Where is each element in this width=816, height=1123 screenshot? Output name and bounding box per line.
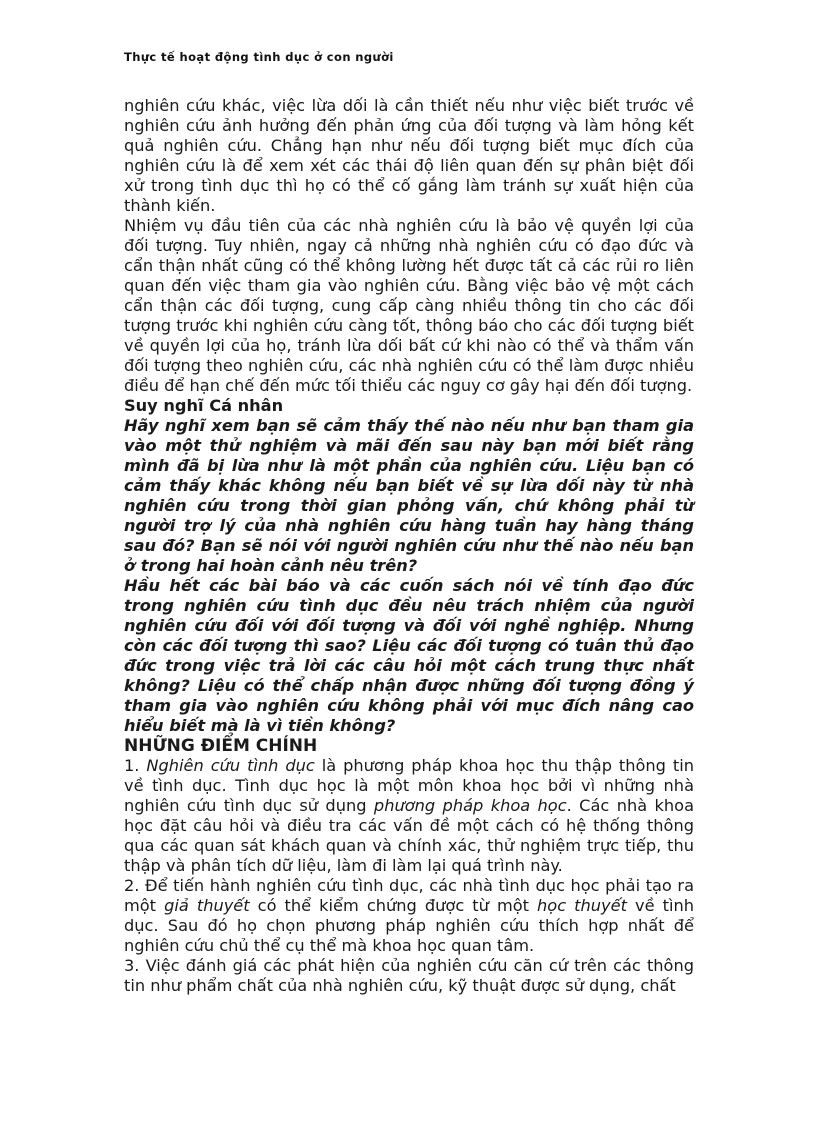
main-point-3 [124, 956, 694, 996]
point-text: là phương pháp khoa học thu thập thông tin về tình dục. Tình dục học là một môn khoa học bởi vì những nhà nghiên cứu tình dục sử dụng [124, 756, 694, 815]
point-text: Để tiến hành nghiên cứu tình dục, các nhà tình dục học phải tạo ra một [124, 876, 694, 915]
point-term: giả thuyết [164, 896, 250, 915]
point-number: 1. [124, 756, 140, 775]
point-term: phương pháp khoa học [373, 796, 567, 815]
point-text: về tình dục. Sau đó họ chọn phương pháp nghiên cứu thích hợp nhất để nghiên cứu chủ thể cụ thể mà khoa học quan tâm. [124, 896, 694, 955]
section-heading-personal-reflection: Suy nghĩ Cá nhân [124, 396, 284, 415]
point-number: 3. [124, 956, 140, 975]
paragraph-researcher-duty: Nhiệm vụ đầu tiên của các nhà nghiên cứu là bảo vệ quyền lợi của đối tượng. Tuy nhiên, ngay cả những nhà nghiên cứu có đạo đức và cẩn thận nhất cũng có thể không lường hết được tất cả các rủi ro liên quan đến việc tham gia vào nghiên cứu. Bằng việc bảo vệ một cách cẩn thận các đối tượng, cung cấp càng nhiều thông tin cho các đối tượng trước khi nghiên cứu càng tốt, thông báo cho các đối tượng biết về quyền lợi của họ, tránh lừa dối bất cứ khi nào có thể và thẩm vấn đối tượng theo nghiên cứu, các nhà nghiên cứu có thể làm được nhiều điều để hạn chế đến mức tối thiểu các nguy cơ gây hại đến đối tượng. [124, 216, 694, 395]
point-number: 2. [124, 876, 140, 895]
point-text: có thể kiểm chứng được từ một [249, 896, 538, 915]
point-text: Việc đánh giá các phát hiện của nghiên cứu căn cứ trên các thông tin như phẩm chất của nhà nghiên cứu, kỹ thuật được sử dụng, chất [124, 956, 694, 995]
point-term: Nghiên cứu tình dục [146, 756, 315, 775]
reflection-paragraph-2: Hầu hết các bài báo và các cuốn sách nói về tính đạo đức trong nghiên cứu tình dục đều nêu trách nhiệm của người nghiên cứu đối với đối tượng và đối với nghề nghiệp. Nhưng còn các đối tượng thì sao? Liệu các đối tượng có tuân thủ đạo đức trong việc trả lời các câu hỏi một cách trung thực nhất không? Liệu có thể chấp nhận được những đối tượng đồng ý tham gia vào nghiên cứu không phải với mục đích nâng cao hiểu biết mà là vì tiền không? [124, 576, 694, 735]
paragraph-deception: nghiên cứu khác, việc lừa dối là cần thiết nếu như việc biết trước về nghiên cứu ảnh hưởng đến phản ứng của đối tượng và làm hỏng kết quả nghiên cứu. Chẳng hạn như nếu đối tượng biết mục đích của nghiên cứu là để xem xét các thái độ liên quan đến sự phân biệt đối xử trong tình dục thì họ có thể cố gắng làm tránh sự xuất hiện của thành kiến. [124, 96, 694, 215]
main-points-heading: NHỮNG ĐIỂM CHÍNH [124, 736, 318, 756]
point-term: học thuyết [537, 896, 627, 915]
point-text: . Các nhà khoa học đặt câu hỏi và điều tra các vấn đề một cách có hệ thống thông qua các quan sát khách quan và chính xác, thử nghiệm trực tiếp, thu thập và phân tích dữ liệu, làm đi làm lại quá trình này. [124, 796, 694, 875]
reflection-paragraph-1: Hãy nghĩ xem bạn sẽ cảm thấy thế nào nếu như bạn tham gia vào một thử nghiệm và mãi đến sau này bạn mới biết rằng mình đã bị lừa như là một phần của nghiên cứu. Liệu bạn có cảm thấy khác không nếu bạn biết về sự lừa dối này từ nhà nghiên cứu trong thời gian phỏng vấn, chứ không phải từ người trợ lý của nhà nghiên cứu hàng tuần hay hàng tháng sau đó? Bạn sẽ nói với người nghiên cứu như thế nào nếu bạn ở trong hai hoàn cảnh nêu trên? [124, 416, 694, 575]
main-point-2 [124, 876, 694, 956]
page-body [124, 96, 694, 996]
main-point-1 [124, 756, 694, 876]
running-header: Thực tế hoạt động tình dục ở con người [124, 50, 394, 64]
